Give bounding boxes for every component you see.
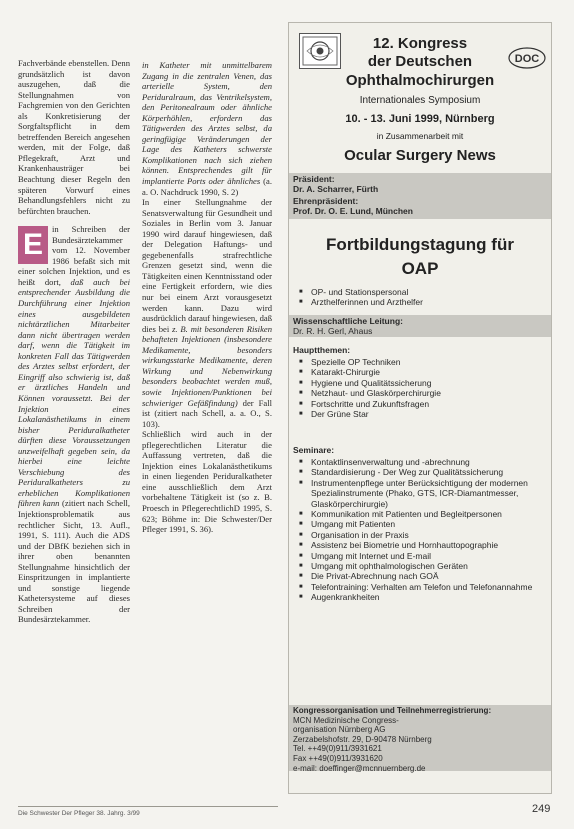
main-topics-label: Hauptthemen: (293, 345, 351, 355)
list-item: ■ Instrumentenpflege unter Berücksichtigung der modernen Spezialinstrumente (Phako, GTS, ICR-Diamantmesser, Glaskörperchirurgie) (297, 478, 545, 509)
list-item: ■ Umgang mit Patienten (297, 519, 545, 529)
organization-label: Kongressorganisation und Teilnehmerregistrierung: (293, 706, 492, 715)
article-text: (a. a. O. Nachdruck 1990, S. 2) (142, 176, 272, 197)
journal-footer: Die Schwester Der Pfleger 38. Jahrg. 3/99 (18, 810, 140, 817)
organization-fax: Fax ++49(0)911/3931620 (293, 753, 383, 763)
honorary-president-name: Prof. Dr. O. E. Lund, München (293, 206, 413, 216)
presidents-box (289, 173, 551, 219)
list-item: ■ Der Grüne Star (297, 409, 545, 419)
seminars-list (297, 457, 545, 603)
congress-advertisement (288, 22, 552, 794)
scientific-lead-name: Dr. R. H. Gerl, Ahaus (293, 326, 373, 336)
organization-phone: Tel. ++49(0)911/3931621 (293, 744, 382, 754)
list-item: ■ OP- und Stationspersonal (297, 287, 545, 297)
list-item: ■ Augenkrankheiten (297, 592, 545, 602)
organization-email: e-mail: doeffinger@mcnnuernberg.de (293, 763, 426, 773)
scientific-lead-label: Wissenschaftliche Leitung: (293, 316, 403, 326)
list-item: ■ Standardisierung - Der Weg zur Qualitätssicherung (297, 467, 545, 477)
ad-cooperation-note: in Zusammenarbeit mit (376, 131, 464, 141)
drop-cap: E (18, 226, 48, 264)
doc-logo-text: DOC (514, 53, 540, 65)
list-item: ■ Umgang mit ophthalmologischen Geräten (297, 561, 545, 571)
organization-box (289, 705, 551, 771)
article-text: (zitiert nach Schell, Injektionsproblematik aus rechtlicher Sicht, 13. Aufl., 1991, S. 111). Auch die ADS und der DBfK beziehen sich in ihrer oben benannten Stellungnahme hinsichtlich der Einspritzungen in implantierte und sonstige liegende Kathetersysteme auf dieses Schreiben der Bundesärztekammer. (18, 498, 130, 625)
article-paragraph: Schließlich wird auch in der pflegerechtlichen Literatur die Auffassung vertreten, daß die Injektion eines Lokalanästhetikums in einen liegenden Periduralkatheter eine ausschließlich dem Arzt vorbehaltene Tätigkeit ist (so z. B. Proesch in PflegerechtlichD 1995, S. 623; Böhme in: Die Schwester/Der Pfleger 1991, S. 36). (142, 429, 272, 535)
training-title: Fortbildungstagung für (326, 235, 514, 254)
ad-title-line1: 12. Kongress (372, 35, 468, 52)
footer-divider (18, 806, 278, 807)
organization-address: Zerzabelshofstr. 29, D-90478 Nürnberg (293, 734, 432, 744)
article-column-right (142, 60, 272, 535)
list-item: ■ Umgang mit Internet und E-mail (297, 551, 545, 561)
ad-title-line3: Ophthalmochirurgen (345, 72, 495, 89)
seminars-label: Seminare: (293, 445, 335, 455)
article-quote: in Katheter mit unmittelbarem Zugang in die zentralen Venen, das arterielle System, den Periduralraum, das Ventrikelsystem, den Peritonealraum oder ähnliche Körperhöhlen, erfordern das Tätigwerden des Arztes selbst, da geringfügige Veränderungen der Lage des Katheters schwerste Komplikationen nach sich ziehen können. Entsprechendes gilt für implantierte Ports oder ähnliches (142, 60, 272, 187)
main-topics-list (297, 357, 545, 419)
list-item: ■ Fortschritte und Zukunftsfragen (297, 399, 545, 409)
article-text: in Schreiben der Bundesärztekammer vom 12. November 1986 befaßt sich mit einer solchen Injektion, und es heißt dort, (18, 224, 130, 287)
ad-date: 10. - 13. Juni 1999, Nürnberg (345, 113, 495, 125)
ad-partner-name: Ocular Surgery News (344, 147, 496, 164)
list-item: ■ Hygiene und Qualitätssicherung (297, 378, 545, 388)
training-subtitle: OAP (401, 259, 439, 278)
scientific-lead-box (289, 315, 551, 337)
president-label: Präsident: (293, 174, 335, 184)
organization-line: organisation Nürnberg AG (293, 725, 386, 735)
president-name: Dr. A. Scharrer, Fürth (293, 184, 379, 194)
list-item: ■ Kontaktlinsenverwaltung und -abrechnung (297, 457, 545, 467)
list-item: ■ Spezielle OP Techniken (297, 357, 545, 367)
article-quote: daß auch bei entsprechender Ausbildung die Durchführung einer Injektion eines ausgebildeten nichtärztlichen Mitarbeiter dann nicht übertragen werden darf, wenn die Tätigkeit im konkreten Fall das Tätigwerden des Arztes selbst erfordert, der Eingriff also schwierig ist, daß er ärztliches Handeln und Können voraussetzt. Bei der Injektion eines Lokalanästhetikums in einem bisher Periduralkatheter dürften diese Voraussetzungen unzweifelhaft gegeben sein, da hierbei eine leichte Verschiebung des Periduralkatheters zu erheblichen Komplikationen führen kann (18, 276, 130, 509)
article-paragraph: Fachverbände ebenstellen. Denn grundsätzlich ist davon auszugehen, daß die Stellungnahmen von Fachgremien von den Gerichten als Konkretisierung der Sorgfaltspflicht in dem betreffenden Bereich angesehen werden, mit der Folge, daß Pflegekraft, Arzt und Krankenhausträger bei Beachtung dieser Regeln den späteren Vorwurf eines Behandlungsfehlers nicht zu befürchten brauchen. (18, 58, 130, 216)
page-number: 249 (532, 803, 551, 815)
article-column-left (18, 58, 130, 625)
article-text: In einer Stellungnahme der Senatsverwaltung für Gesundheit und Soziales in Berlin vom 3. Januar 1990 wird darauf hingewiesen, daß der Delegation Haftungs- und gegebenenfalls strafrechtliche Grenzen gesetzt sind, wenn die Tätigkeiten einen Kenntnisstand oder eine Fertigkeit erfordern, wie dies nur bei einem Arzt vorausgesetzt werden kann. Dazu wird ausdrücklich darauf hingewiesen, daß dies bei (142, 197, 272, 334)
organization-line: MCN Medizinische Congress- (293, 715, 399, 725)
list-item: ■ Arzthelferinnen und Arzthelfer (297, 297, 545, 307)
article-paragraph-dropcap (18, 224, 130, 625)
list-item: ■ Katarakt-Chirurgie (297, 367, 545, 377)
article-text: der Fall ist (zitiert nach Schell, a. a. O., S. 103). (142, 397, 272, 429)
list-item: ■ Netzhaut- und Glaskörperchirurgie (297, 388, 545, 398)
audience-list (297, 287, 545, 308)
list-item: ■ Die Privat-Abrechnung nach GOÄ (297, 571, 545, 581)
article-quote: z. B. mit besonderen Risiken behafteten Injektionen (insbesondere Medikamente, besonders wirkungsstarke Medikamente, deren Wirkung und Nebenwirkung besonders beobachtet werden muß, sowie Injektionen/Punktionen bei schwieriger Gefäßfindung) (142, 323, 272, 408)
ad-title-line2: der Deutschen (367, 53, 473, 70)
list-item: ■ Telefontraining: Verhalten am Telefon und Telefonannahme (297, 582, 545, 592)
list-item: ■ Assistenz bei Biometrie und Hornhauttopographie (297, 540, 545, 550)
ad-subtitle: Internationales Symposium (359, 95, 481, 106)
list-item: ■ Kommunikation mit Patienten und Begleitpersonen (297, 509, 545, 519)
list-item: ■ Organisation in der Praxis (297, 530, 545, 540)
honorary-president-label: Ehrenpräsident: (293, 196, 359, 206)
